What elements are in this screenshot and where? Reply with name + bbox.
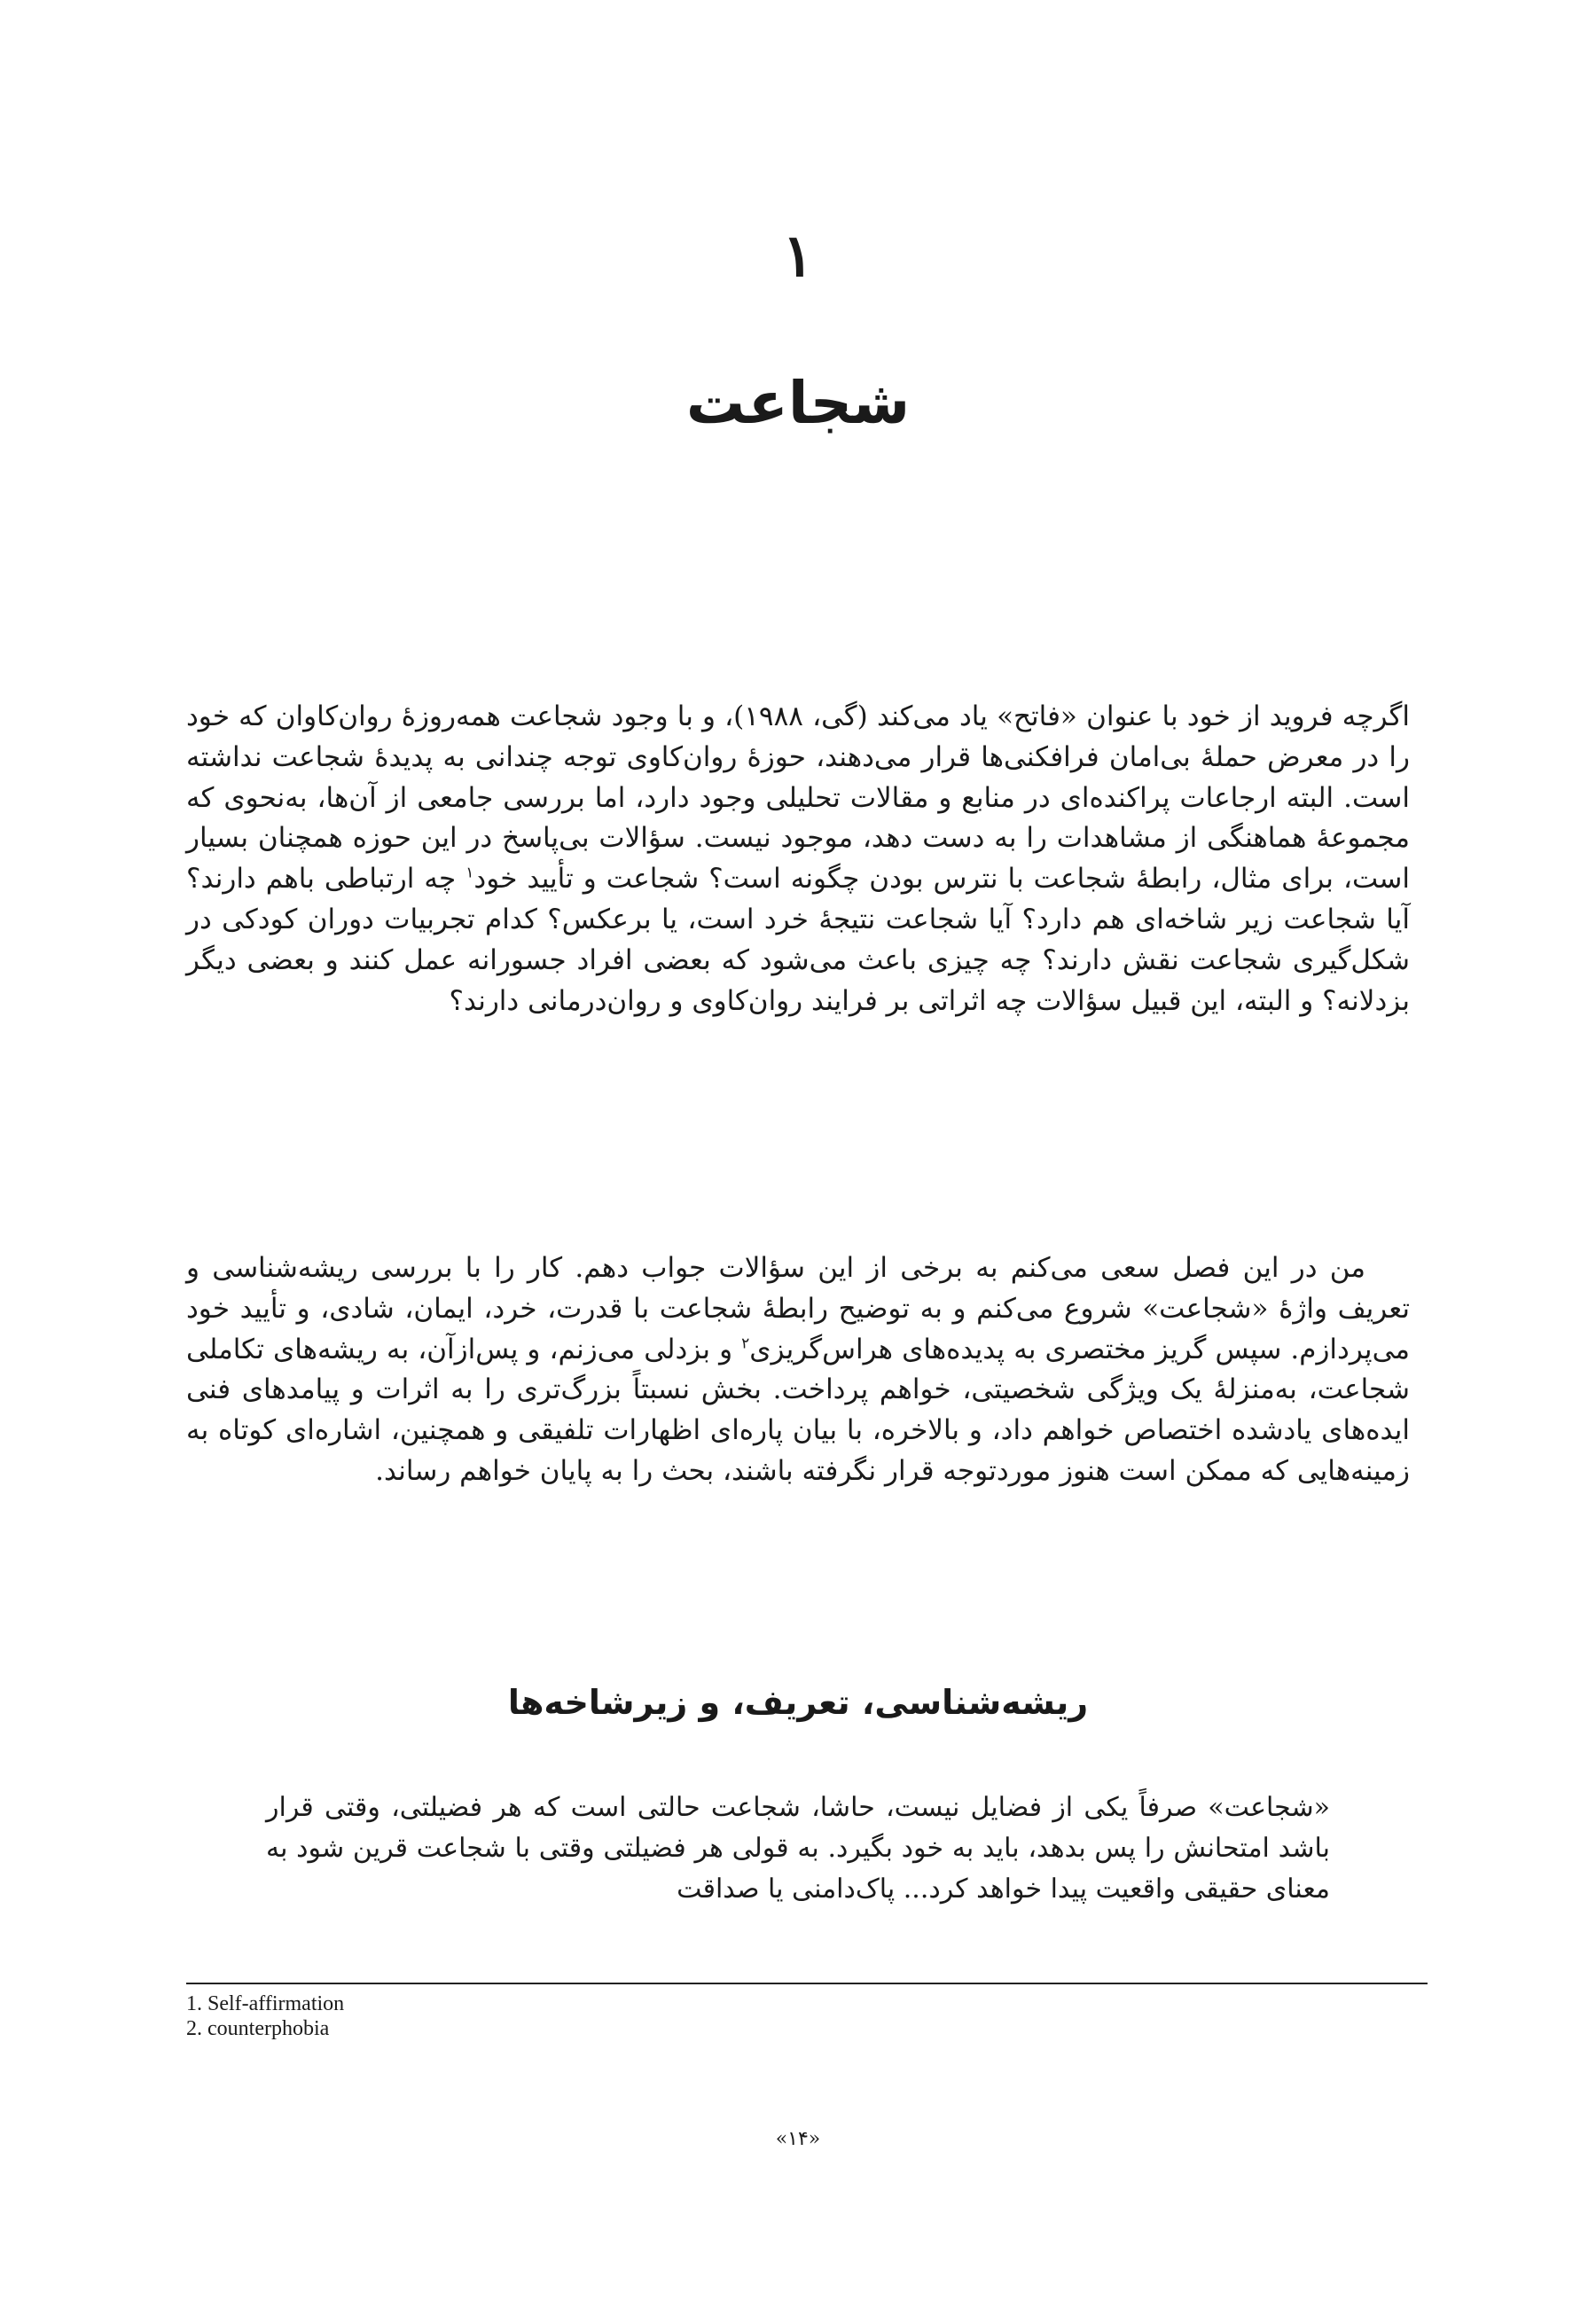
paragraph-2 [186,1248,1410,1492]
paragraph-2-text-b: و بزدلی می‌زنم، و پس‌ازآن، به ریشه‌های تکاملی شجاعت، به‌منزلهٔ یک ویژگی شخصیتی، خواهم پرداخت. بخش نسبتاً بزرگ‌تری را به اثرات و پیامدهای فنی ایده‌های یادشده اختصاص خواهم داد، و بالاخره، با بیان پاره‌ای اظهارات تلفیقی و همچنین، اشاره‌ای کوتاه به زمینه‌هایی که ممکن است هنوز موردتوجه قرار نگرفته باشند، بحث را به پایان خواهم رساند. [186,1333,1410,1487]
block-quote [266,1788,1330,1910]
paragraph-1 [186,697,1410,1021]
paragraph-1-text-b: چه ارتباطی باهم دارند؟ آیا شجاعت زیر شاخه‌ای هم دارد؟ آیا شجاعت نتیجهٔ خرد است، یا برعکس؟ کدام تجربیات دوران کودکی در شکل‌گیری شجاعت نقش دارند؟ چه چیزی باعث می‌شود که بعضی افراد جسورانه عمل کنند و بعضی دیگر بزدلانه؟ و البته، این قبیل سؤالات چه اثراتی بر فرایند روان‌کاوی و روان‌درمانی دارند؟ [186,863,1410,1017]
footnote-1: 1. Self-affirmation [186,1992,345,2015]
footnotes [186,1991,984,2041]
footnote-divider [186,1983,1428,1984]
chapter-title: شجاعت [685,369,911,437]
footnote-ref-1: ۱ [466,864,474,882]
paragraph-1-text-a: اگرچه فروید از خود با عنوان «فاتح» یاد می‌کند (گی، ۱۹۸۸)، و با وجود شجاعت همه‌روزهٔ روان‌کاوان که خود را در معرض حملهٔ بی‌امان فرافکنی‌ها قرار می‌دهند، حوزهٔ روان‌کاوی توجه چندانی به پدیدهٔ شجاعت نداشته است. البته ارجاعات پراکنده‌ای در منابع و مقالات تحلیلی وجود دارد، اما بررسی جامعی از آن‌ها، به‌نحوی که مجموعهٔ هماهنگی از مشاهدات را به دست دهد، موجود نیست. سؤالات بی‌پاسخ در این حوزه همچنان بسیار است، برای مثال، رابطهٔ شجاعت با نترس بودن چگونه است؟ شجاعت و تأیید خود [186,700,1410,896]
page-number: «۱۴» [775,2128,821,2150]
footnote-ref-2: ۲ [741,1334,750,1353]
block-quote-text: «شجاعت» صرفاً یکی از فضایل نیست، حاشا، شجاعت حالتی است که هر فضیلتی، وقتی قرار باشد امتحانش را پس بدهد، باید به خود بگیرد. به قولی هر فضیلتی وقتی با شجاعت قرین شود به معنای حقیقی واقعیت پیدا خواهد کرد... پاک‌دامنی یا صداقت [266,1792,1330,1905]
chapter-number: ۱ [782,221,814,290]
footnote-2: 2. counterphobia [186,2017,330,2040]
paragraph-2-text-a: من در این فصل سعی می‌کنم به برخی از این سؤالات جواب دهم. کار را با بررسی ریشه‌شناسی و تعریف واژهٔ «شجاعت» شروع می‌کنم و به توضیح رابطهٔ شجاعت با قدرت، خرد، ایمان، شادی، و تأیید خود می‌پردازم. سپس گریز مختصری به پدیده‌های هراس‌گریزی [186,1252,1411,1365]
section-heading: ریشه‌شناسی، تعریف، و زیرشاخه‌ها [507,1683,1089,1722]
